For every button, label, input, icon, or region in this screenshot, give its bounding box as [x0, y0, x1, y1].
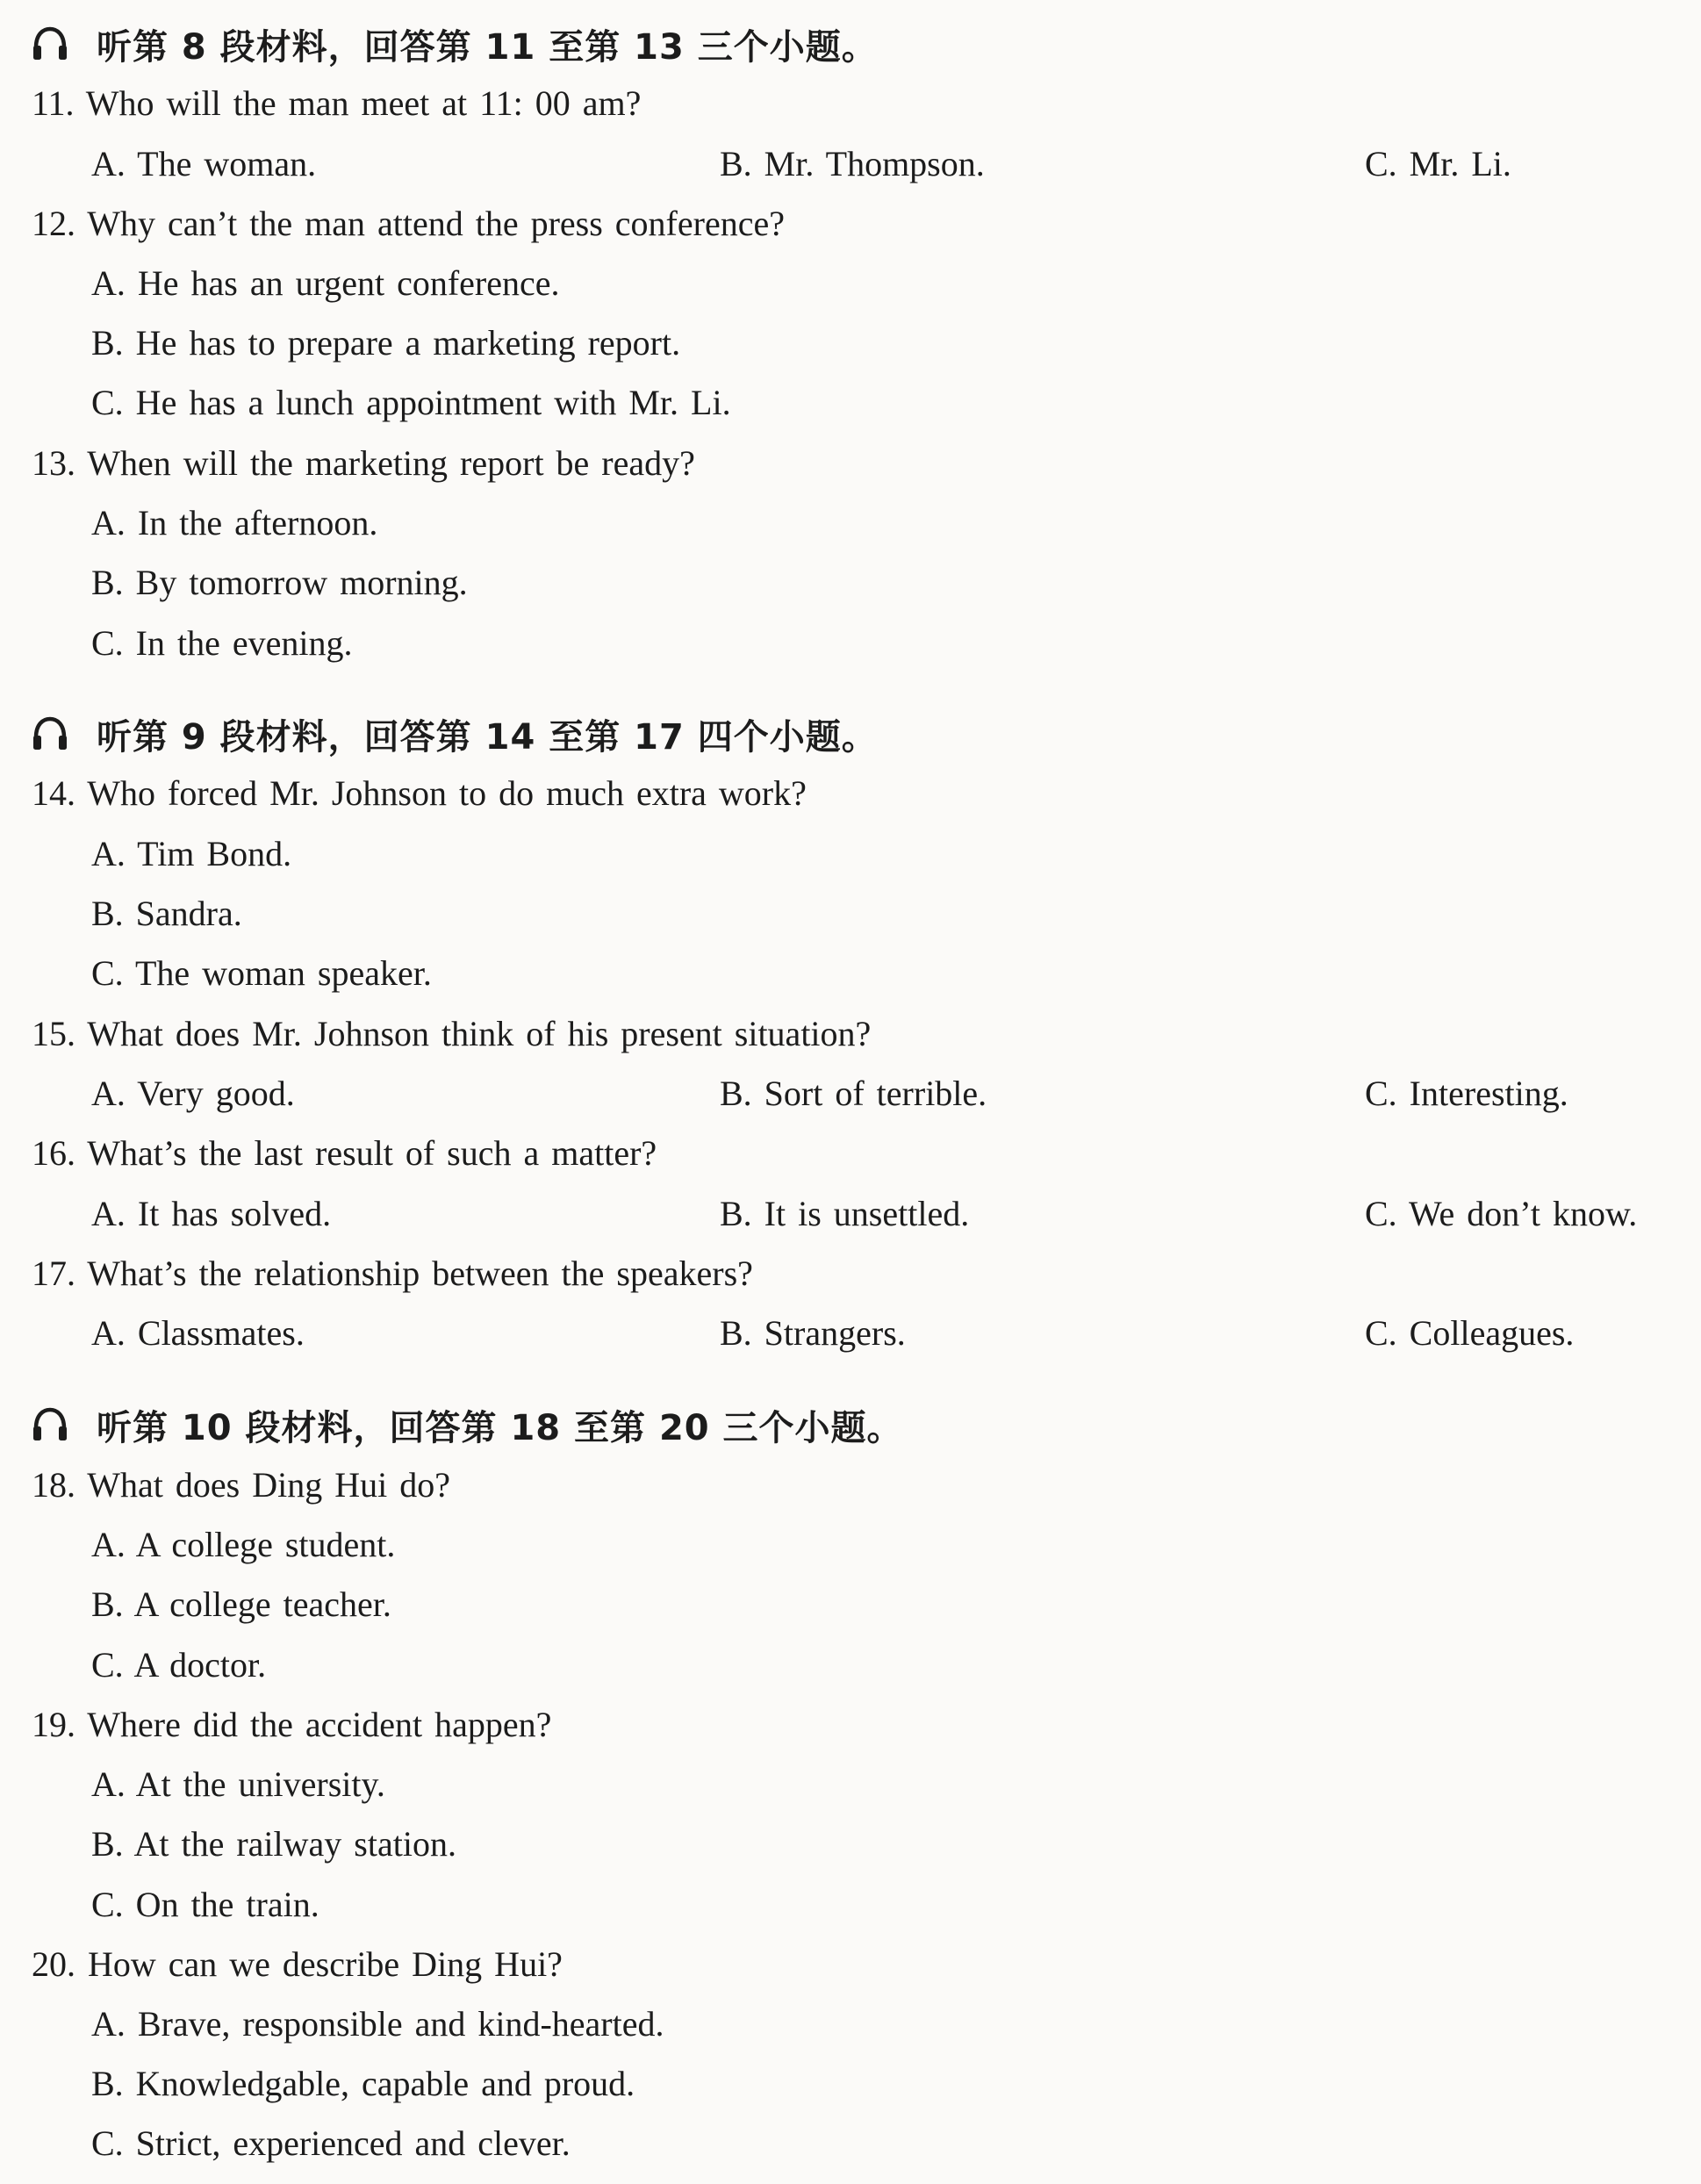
option-a: A. He has an urgent conference.: [91, 263, 560, 303]
question-stem: 20. How can we describe Ding Hui?: [32, 1944, 563, 1984]
option-b: B. Strangers.: [720, 1313, 906, 1353]
option-a: A. It has solved.: [91, 1194, 332, 1233]
question-stem: 14. Who forced Mr. Johnson to do much extra work?: [32, 773, 807, 813]
option-c: C. We don’t know.: [1365, 1194, 1638, 1233]
option-a: A. Tim Bond.: [91, 834, 292, 873]
section-header-text: 听第 8 段材料，回答第 11 至第 13 三个小题。: [97, 26, 878, 68]
option-c: C. Colleagues.: [1365, 1313, 1575, 1353]
option-b: B. He has to prepare a marketing report.: [91, 323, 681, 363]
question-stem: 17. What’s the relationship between the speakers?: [32, 1254, 753, 1293]
option-b: B. Knowledgable, capable and proud.: [91, 2064, 635, 2103]
section-header: [30, 708, 878, 760]
option-a: A. In the afternoon.: [91, 503, 378, 542]
question-stem: 16. What’s the last result of such a matter?: [32, 1133, 657, 1173]
option-a: A. Brave, responsible and kind-hearted.: [91, 2004, 664, 2044]
question-stem: 18. What does Ding Hui do?: [32, 1465, 450, 1505]
option-b: B. It is unsettled.: [720, 1194, 970, 1233]
option-b: B. Mr. Thompson.: [720, 144, 985, 183]
option-c: C. The woman speaker.: [91, 953, 432, 993]
option-c: C. Mr. Li.: [1365, 144, 1511, 183]
headphones-icon: [30, 1405, 70, 1445]
question-stem: 13. When will the marketing report be ready?: [32, 443, 695, 483]
section-header: [30, 18, 878, 70]
option-c: C. Strict, experienced and clever.: [91, 2123, 571, 2163]
option-c: C. A doctor.: [91, 1645, 267, 1685]
option-a: A. The woman.: [91, 144, 317, 183]
option-a: A. At the university.: [91, 1764, 385, 1804]
option-c: C. He has a lunch appointment with Mr. Li.: [91, 383, 731, 422]
option-b: B. Sandra.: [91, 894, 242, 933]
section-header-text: 听第 9 段材料，回答第 14 至第 17 四个小题。: [97, 716, 878, 758]
question-stem: 12. Why can’t the man attend the press conference?: [32, 204, 785, 243]
option-c: C. On the train.: [91, 1885, 319, 1924]
option-a: A. A college student.: [91, 1525, 396, 1564]
section-header-text: 听第 10 段材料，回答第 18 至第 20 三个小题。: [97, 1407, 903, 1448]
option-b: B. Sort of terrible.: [720, 1074, 987, 1113]
headphones-icon: [30, 714, 70, 754]
headphones-icon: [30, 24, 70, 64]
option-c: C. Interesting.: [1365, 1074, 1568, 1113]
question-stem: 15. What does Mr. Johnson think of his present situation?: [32, 1014, 872, 1053]
question-stem: 19. Where did the accident happen?: [32, 1705, 552, 1744]
option-b: B. At the railway station.: [91, 1824, 456, 1864]
option-b: B. A college teacher.: [91, 1584, 391, 1624]
option-a: A. Very good.: [91, 1074, 295, 1113]
option-a: A. Classmates.: [91, 1313, 305, 1353]
section-header: [30, 1398, 903, 1451]
option-c: C. In the evening.: [91, 623, 353, 663]
option-b: B. By tomorrow morning.: [91, 563, 468, 602]
question-stem: 11. Who will the man meet at 11: 00 am?: [32, 83, 642, 123]
